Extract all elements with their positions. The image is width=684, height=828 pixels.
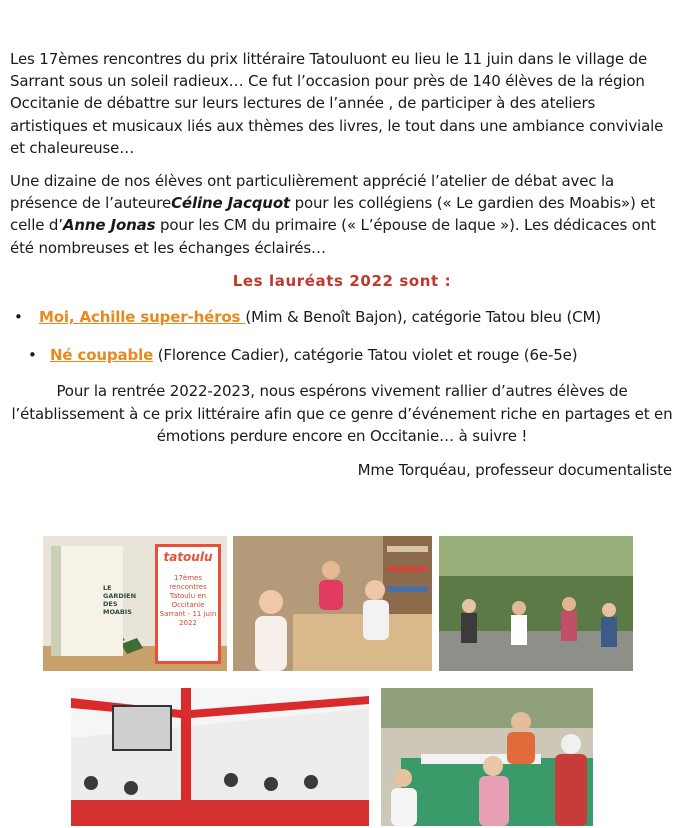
students-table-image xyxy=(233,536,432,671)
article xyxy=(10,48,674,481)
tatoulu-poster xyxy=(155,544,221,664)
laureat-details-1: (Mim & Benoît Bajon), catégorie Tatou bleu (CM) xyxy=(245,308,601,327)
debate-text-1: Une dizaine de nos élèves ont particulièrement apprécié l’atelier de débat avec la présence de l’auteure xyxy=(10,172,615,213)
photo-projection-room xyxy=(71,688,369,826)
outdoor-crowd-image xyxy=(439,536,633,671)
debate-paragraph xyxy=(10,170,674,259)
book-cover-text: LE GARDIEN DES MOABIS xyxy=(103,584,137,616)
photo-students-table xyxy=(233,536,432,671)
author-celine-jacquot: Céline Jacquot xyxy=(171,194,291,213)
laureat-details-2: (Florence Cadier), catégorie Tatou violet et rouge (6e-5e) xyxy=(153,346,578,365)
poster-title: tatoulu xyxy=(163,550,213,564)
projection-room-image xyxy=(71,688,369,826)
signature: Mme Torquéau, professeur documentaliste xyxy=(357,461,672,480)
laureat-title-link-2[interactable]: Né coupable xyxy=(50,346,154,365)
debate-text-3: pour les CM du primaire (« L’épouse de laque »). Les dédicaces ont été nombreuses et les échanges éclairés… xyxy=(10,216,656,257)
photo-books-poster xyxy=(43,536,227,671)
poster-text: 17èmes rencontres Tatoulu en Occitanie Sarrant - 11 juin 2022 xyxy=(159,574,217,627)
laureat-title-link-1[interactable]: Moi, Achille super-héros xyxy=(39,308,246,327)
laureats-heading: Les lauréats 2022 sont : xyxy=(232,271,452,290)
photo-dedication-table xyxy=(381,688,593,826)
laureat-item-1 xyxy=(10,306,674,328)
laureat-item-2 xyxy=(10,344,674,366)
book-le-gardien-des-moabis xyxy=(51,546,137,656)
author-anne-jonas: Anne Jonas xyxy=(62,216,156,235)
dedication-table-image xyxy=(381,688,593,826)
bullet-icon: • xyxy=(14,308,23,327)
debate-text-2: pour les collégiens (« Le gardien des Moabis») et celle d’ xyxy=(10,194,656,235)
bullet-icon: • xyxy=(28,346,37,365)
photo-outdoor-crowd xyxy=(439,536,633,671)
intro-paragraph: Les 17èmes rencontres du prix littéraire Tatouluont eu lieu le 11 juin dans le village de Sarrant sous un soleil radieux… Ce fut l’occasion pour près de 140 élèves de la région Occitanie de débattre sur leurs lectures de l’année , de participer à des ateliers artistiques et musicaux liés aux thèmes des livres, le tout dans une ambiance conviviale et chaleureuse… xyxy=(10,50,664,157)
outro-paragraph: Pour la rentrée 2022-2023, nous espérons vivement rallier d’autres élèves de l’établissement à ce prix littéraire afin que ce genre d’événement riche en partages et en émotions perdure encore en Occitanie… à suivre ! xyxy=(11,382,673,445)
